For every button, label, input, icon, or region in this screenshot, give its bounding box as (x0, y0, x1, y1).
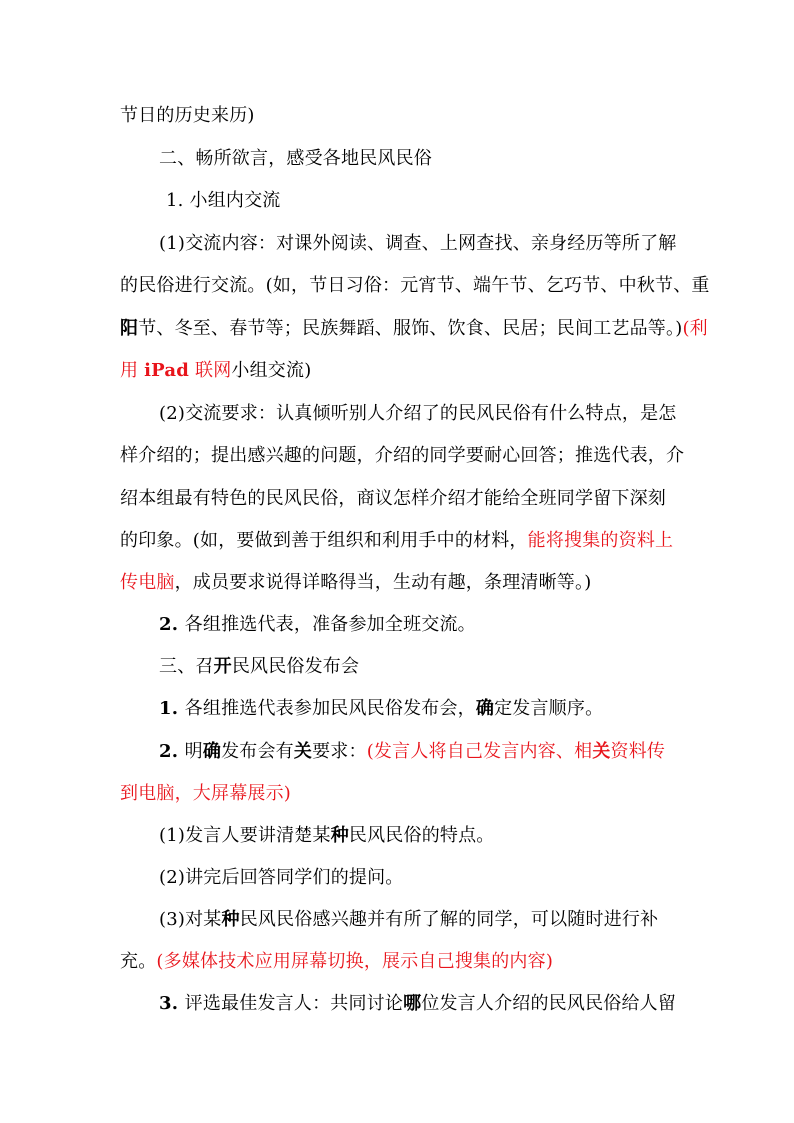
text-segment: (1)交流内容：对课外阅读、调查、上网查找、亲身经历等所了解 (159, 233, 677, 254)
text-segment: 民风民俗发布会 (231, 656, 360, 677)
text-line (159, 740, 665, 764)
text-line (120, 487, 666, 511)
text-segment: 各组推选代表参加民风民俗发布会， (184, 698, 476, 719)
text-segment: (2)交流要求：认真倾听别人介绍了的民风民俗有什么特点，是怎 (159, 403, 677, 424)
text-line (120, 104, 255, 128)
text-line (159, 232, 677, 256)
text-segment: 1. (159, 698, 185, 719)
text-segment: 评选最佳发言人：共同讨论 (184, 993, 404, 1014)
text-segment: (发言人将自己发言内容、相 (366, 741, 593, 762)
text-segment: 小组交流) (231, 360, 312, 381)
text-line (159, 402, 677, 426)
text-segment: 节日的历史来历) (120, 105, 255, 126)
text-segment: 资料传 (610, 741, 666, 762)
text-segment: 的民俗进行交流。(如，节日习俗：元宵节、端午节、乞巧节、中秋节、重 (120, 275, 710, 296)
text-segment: 定发言顺序。 (494, 698, 604, 719)
text-line (159, 613, 476, 637)
text-segment: 确 (475, 698, 495, 719)
text-line (120, 782, 291, 806)
text-segment: ，成员要求说得详略得当，生动有趣，条理清晰等。) (174, 572, 592, 593)
text-segment: 开 (213, 656, 232, 677)
text-line (120, 444, 684, 468)
text-segment: 能将搜集的资料上 (527, 530, 674, 551)
text-segment: 的印象。(如，要做到善于组织和利用手中的材料， (120, 530, 528, 551)
text-segment: 样介绍的；提出感兴趣的问题，介绍的同学要耐心回答；推选代表，介 (120, 445, 685, 466)
text-segment: 民风民俗感兴趣并有所了解的同学，可以随时进行补 (239, 909, 659, 930)
text-segment: 关 (592, 741, 611, 762)
text-segment: 二、畅所欲言，感受各地民风民俗 (159, 148, 432, 169)
text-line (159, 992, 676, 1016)
text-segment: 明 (184, 741, 203, 762)
text-segment: iPad (144, 360, 190, 381)
text-segment: (1)发言人要讲清楚某 (159, 825, 331, 846)
section-heading (159, 655, 359, 679)
text-segment: 到电脑，大屏幕展示) (120, 783, 292, 804)
text-segment: 绍本组最有特色的民风民俗，商议怎样介绍才能给全班同学留下深刻 (120, 488, 666, 509)
text-segment: 民风民俗的特点。 (348, 825, 495, 846)
text-segment: 发布会有 (221, 741, 294, 762)
text-segment: 2. (159, 614, 185, 635)
text-segment: 充。 (120, 951, 157, 972)
text-line (159, 824, 495, 848)
subsection-heading (166, 189, 281, 213)
text-segment: (利 (682, 318, 708, 339)
text-line (120, 317, 708, 341)
text-segment: (3)对某 (159, 909, 222, 930)
text-segment: 3. (159, 993, 185, 1014)
text-segment: (2)讲完后回答同学们的提问。 (159, 867, 404, 888)
text-line (159, 697, 603, 721)
text-segment: (多媒体技术应用屏幕切换，展示自己搜集的内容) (156, 951, 554, 972)
text-line (120, 571, 591, 595)
text-segment: 传电脑 (120, 572, 175, 593)
text-line (159, 908, 658, 932)
text-segment: 2. (159, 741, 185, 762)
text-segment: 种 (221, 909, 240, 930)
text-segment: 1. 小组内交流 (166, 190, 281, 211)
text-line (159, 866, 404, 890)
text-segment: 哪 (403, 993, 422, 1014)
text-segment: 各组推选代表，准备参加全班交流。 (184, 614, 476, 635)
text-segment: 节、冬至、春节等；民族舞蹈、服饰、饮食、民居；民间工艺品等。) (138, 318, 683, 339)
text-segment: 种 (330, 825, 349, 846)
text-line (120, 359, 311, 383)
text-line (120, 274, 710, 298)
text-line (120, 529, 673, 553)
text-line (120, 950, 553, 974)
text-segment: 要求： (312, 741, 367, 762)
section-heading (159, 147, 432, 171)
text-segment: 确 (202, 741, 222, 762)
text-segment: 阳 (120, 318, 139, 339)
text-segment: 联网 (189, 360, 232, 381)
text-segment: 用 (120, 360, 145, 381)
text-segment: 三、召 (159, 656, 214, 677)
text-segment: 关 (293, 741, 313, 762)
text-segment: 位发言人介绍的民风民俗给人留 (421, 993, 677, 1014)
